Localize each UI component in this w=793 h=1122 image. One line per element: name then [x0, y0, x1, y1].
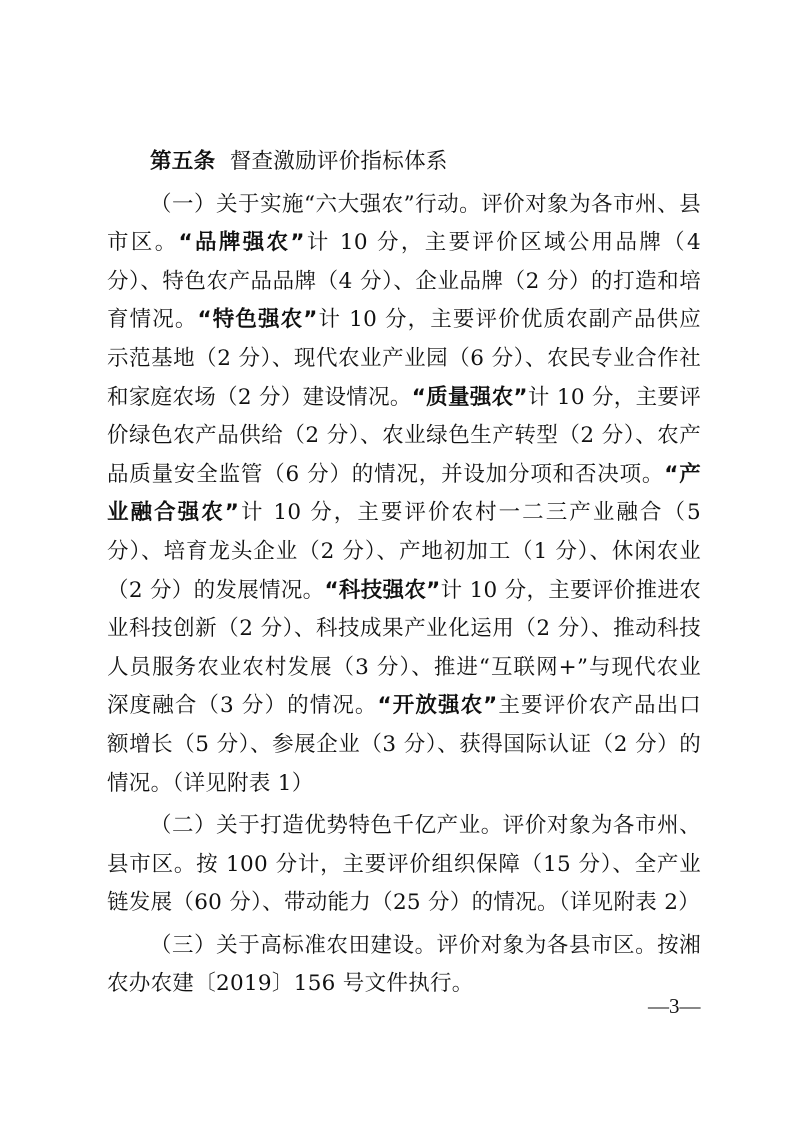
- section-3-paragraph: （三）关于高标准农田建设。评价对象为各县市区。按湘农办农建〔2019〕156 号文件执行。: [107, 932, 701, 997]
- tech-description: 计 10 分，主要评价推进农业科技创新（2 分）、科技成果产业化运用（2 分）、推动科技人员服务农业农村发展（3 分）、推进“互联网+”与现代农业深度融合（3 分）的情况。: [107, 577, 701, 719]
- keyword-tech: “科技强农”: [324, 577, 441, 603]
- document-body: [107, 143, 701, 1004]
- article-heading-text: 督查激励评价指标体系: [229, 149, 448, 174]
- brand-description: 计 10 分，主要评价区域公用品牌（4 分）、特色农产品品牌（4 分）、企业品牌（2 分）的打造和培育情况。: [107, 230, 702, 333]
- article-heading: [107, 143, 701, 182]
- keyword-quality: “质量强农”: [411, 384, 528, 410]
- feature-description: 计 10 分，主要评价优质农副产品供应示范基地（2 分）、现代农业产业园（6 分）、农民专业合作社和家庭农场（2 分）建设情况。: [107, 307, 702, 410]
- keyword-feature: “特色强农”: [197, 307, 318, 333]
- quality-description: 计 10 分，主要评价绿色农产品供给（2 分）、农业绿色生产转型（2 分）、农产品质量安全监管（6 分）的情况，并设加分项和否决项。: [107, 384, 702, 487]
- open-description: 主要评价农产品出口额增长（5 分）、参展企业（3 分）、获得国际认证（2 分）的情况。（详见附表 1）: [107, 693, 702, 796]
- article-spacer: [215, 149, 229, 174]
- section-1-intro: （一）关于实施“六大强农”行动。评价对象为各市州、县市区。: [107, 191, 701, 256]
- article-number: 第五条: [150, 149, 216, 174]
- page-number: —3—: [648, 994, 701, 1018]
- keyword-integration: “产业融合强农”: [107, 461, 701, 526]
- keyword-brand: “品牌强农”: [178, 230, 305, 256]
- keyword-open: “开放强农”: [377, 693, 498, 719]
- integration-description: 计 10 分，主要评价农村一二三产业融合（5 分）、培育龙头企业（2 分）、产地初加工（1 分）、休闲农业（2 分）的发展情况。: [107, 500, 701, 603]
- section-1-paragraph: [107, 186, 701, 804]
- section-2-paragraph: （二）关于打造优势特色千亿产业。评价对象为各市州、县市区。按 100 分计，主要评价组织保障（15 分）、全产业链发展（60 分）、带动能力（25 分）的情况。（详见附表 2）: [107, 813, 701, 916]
